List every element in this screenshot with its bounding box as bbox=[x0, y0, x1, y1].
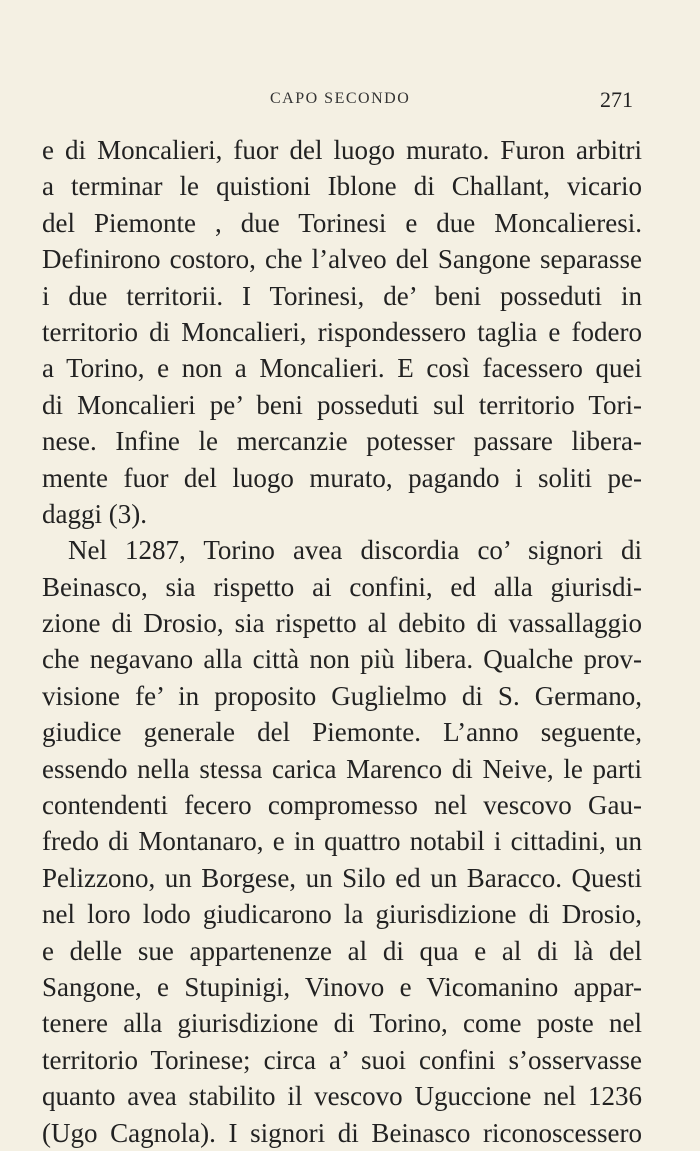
text-line: e di Moncalieri, fuor del luogo murato. Furon arbitri bbox=[42, 135, 642, 165]
text-line: e delle sue appartenenze al di qua e al di là del bbox=[42, 935, 642, 966]
text-line: a terminar le quistioni Iblone di Challant, vicario bbox=[42, 171, 642, 202]
text-line: Sangone, e Stupinigi, Vinovo e Vicomanino appar- bbox=[42, 971, 642, 1002]
page-number: 271 bbox=[600, 87, 633, 112]
text-line: daggi (3). bbox=[42, 498, 147, 529]
body-text bbox=[42, 132, 642, 1151]
text-line: che negavano alla città non più libera. Qualche prov- bbox=[42, 644, 642, 675]
running-title: CAPO SECONDO bbox=[270, 90, 411, 107]
text-line: a Torino, e non a Moncalieri. E così facessero quei bbox=[42, 353, 642, 384]
text-line: Nel 1287, Torino avea discordia co’ signori di bbox=[68, 535, 642, 566]
text-line: mente fuor del luogo murato, pagando i soliti pe- bbox=[42, 462, 642, 493]
text-line: del Piemonte , due Torinesi e due Moncalieresi. bbox=[42, 207, 642, 238]
text-line: essendo nella stessa carica Marenco di Neive, le parti bbox=[42, 753, 642, 784]
text-line: tenere alla giurisdizione di Torino, come poste nel bbox=[42, 1008, 642, 1039]
text-line: visione fe’ in proposito Guglielmo di S. Germano, bbox=[42, 680, 642, 711]
text-line: territorio di Moncalieri, rispondessero taglia e fodero bbox=[42, 316, 642, 347]
text-line: nese. Infine le mercanzie potesser passare libera- bbox=[42, 426, 642, 457]
text-line: quanto avea stabilito il vescovo Uguccione nel 1236 bbox=[42, 1081, 642, 1112]
text-line: nel loro lodo giudicarono la giurisdizione di Drosio, bbox=[42, 899, 642, 930]
text-line: Beinasco, sia rispetto ai confini, ed alla giurisdi- bbox=[42, 571, 642, 602]
text-line: fredo di Montanaro, e in quattro notabil i cittadini, un bbox=[42, 826, 642, 857]
text-line: zione di Drosio, sia rispetto al debito di vassallaggio bbox=[42, 608, 642, 639]
text-line: territorio Torinese; circa a’ suoi confini s’osservasse bbox=[42, 1044, 642, 1075]
text-line: Pelizzono, un Borgese, un Silo ed un Baracco. Questi bbox=[42, 862, 642, 893]
text-line: i due territorii. I Torinesi, de’ beni posseduti in bbox=[42, 280, 642, 311]
text-line: contendenti fecero compromesso nel vescovo Gau- bbox=[42, 790, 642, 821]
text-line: (Ugo Cagnola). I signori di Beinasco riconoscessero bbox=[42, 1117, 642, 1148]
text-line: giudice generale del Piemonte. L’anno seguente, bbox=[42, 717, 642, 748]
text-line: Definirono costoro, che l’alveo del Sangone separasse bbox=[42, 244, 642, 275]
text-line: di Moncalieri pe’ beni posseduti sul territorio Tori- bbox=[42, 389, 642, 420]
running-head bbox=[0, 87, 700, 112]
